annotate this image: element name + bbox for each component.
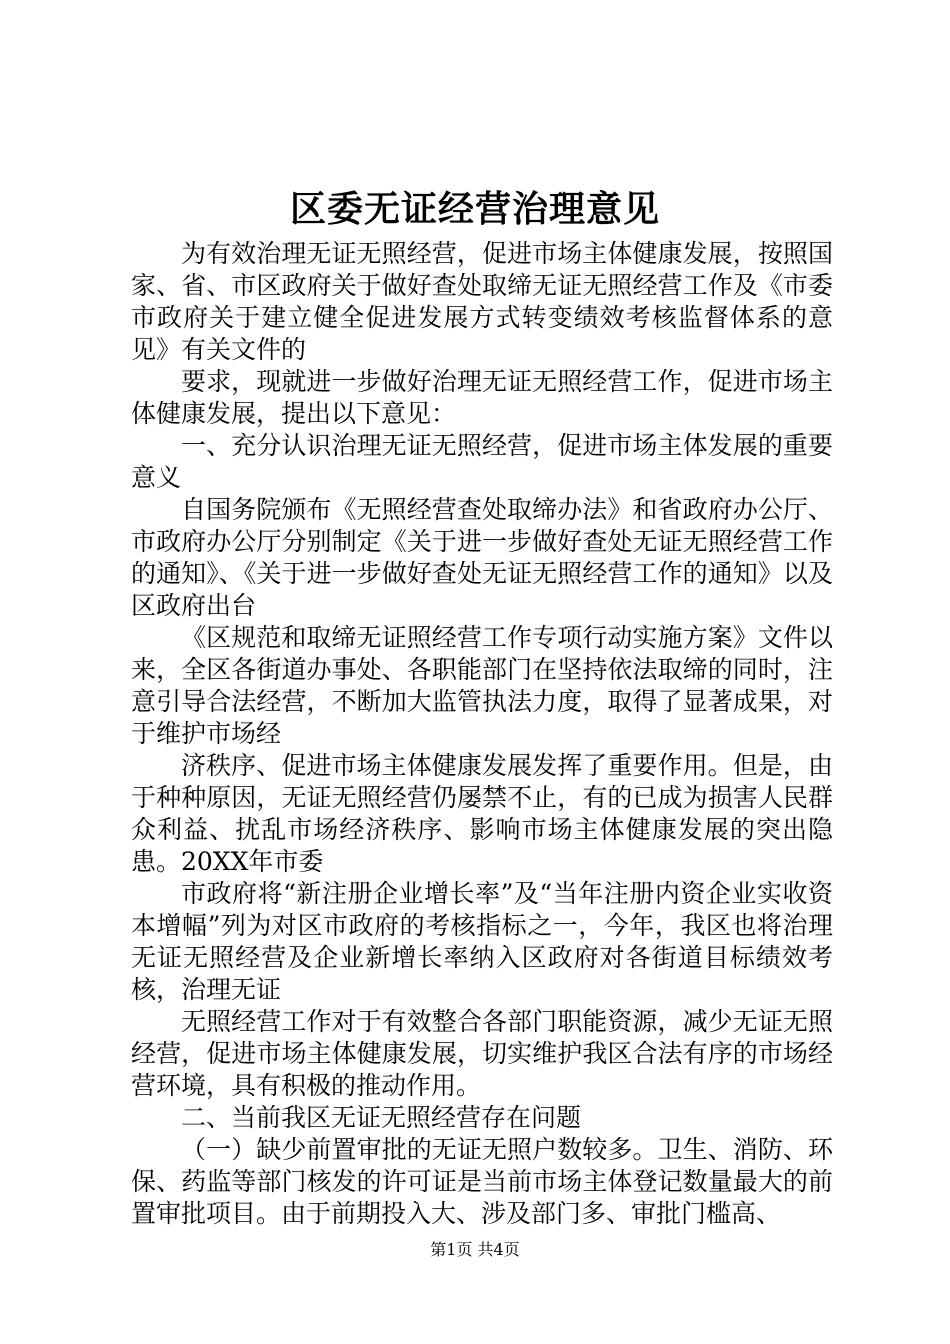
paragraph: （一）缺少前置审批的无证无照户数较多。卫生、消防、环保、药监等部门核发的许可证是当前市场主体登记数量最大的前置审批项目。由于前期投入大、涉及部门多、审批门槛高、 <box>131 1135 833 1228</box>
paragraph: 自国务院颁布《无照经营查处取缔办法》和省政府办公厅、市政府办公厅分别制定《关于进一步做好查处无证无照经营工作的通知》、《关于进一步做好查处无证无照经营工作的通知》以及区政府出台 <box>131 495 833 620</box>
section-heading-2: 二、当前我区无证无照经营存在问题 <box>181 1103 582 1132</box>
document-title: 区委无证经营治理意见 <box>289 188 660 230</box>
paragraph: 《区规范和取缔无证照经营工作专项行动实施方案》文件以来，全区各街道办事处、各职能部门在坚持依法取缔的同时，注意引导合法经营，不断加大监管执法力度，取得了显著成果，对于维护市场经 <box>131 623 833 748</box>
paragraph: 为有效治理无证无照经营，促进市场主体健康发展，按照国家、省、市区政府关于做好查处取缔无证无照经营工作及《市委市政府关于建立健全促进发展方式转变绩效考核监督体系的意见》有关文件的 <box>131 239 833 364</box>
document-body <box>131 238 833 1230</box>
paragraph: 要求，现就进一步做好治理无证无照经营工作，促进市场主体健康发展，提出以下意见： <box>131 367 833 428</box>
paragraph: 无照经营工作对于有效整合各部门职能资源，减少无证无照经营，促进市场主体健康发展，切实维护我区合法有序的市场经营环境，具有积极的推动作用。 <box>131 1007 833 1100</box>
paragraph: 市政府将“新注册企业增长率”及“当年注册内资企业实收资本增幅”列为对区市政府的考核指标之一，今年，我区也将治理无证无照经营及企业新增长率纳入区政府对各街道目标绩效考核，治理无证 <box>131 879 833 1004</box>
section-heading-1: 一、充分认识治理无证无照经营，促进市场主体发展的重要意义 <box>131 431 833 492</box>
paragraph: 济秩序、促进市场主体健康发展发挥了重要作用。但是，由于种种原因，无证无照经营仍屡禁不止，有的已成为损害人民群众利益、扰乱市场经济秩序、影响市场主体健康发展的突出隐患。20XX年市委 <box>131 751 833 876</box>
page-footer: 第1页 共4页 <box>430 1240 520 1259</box>
